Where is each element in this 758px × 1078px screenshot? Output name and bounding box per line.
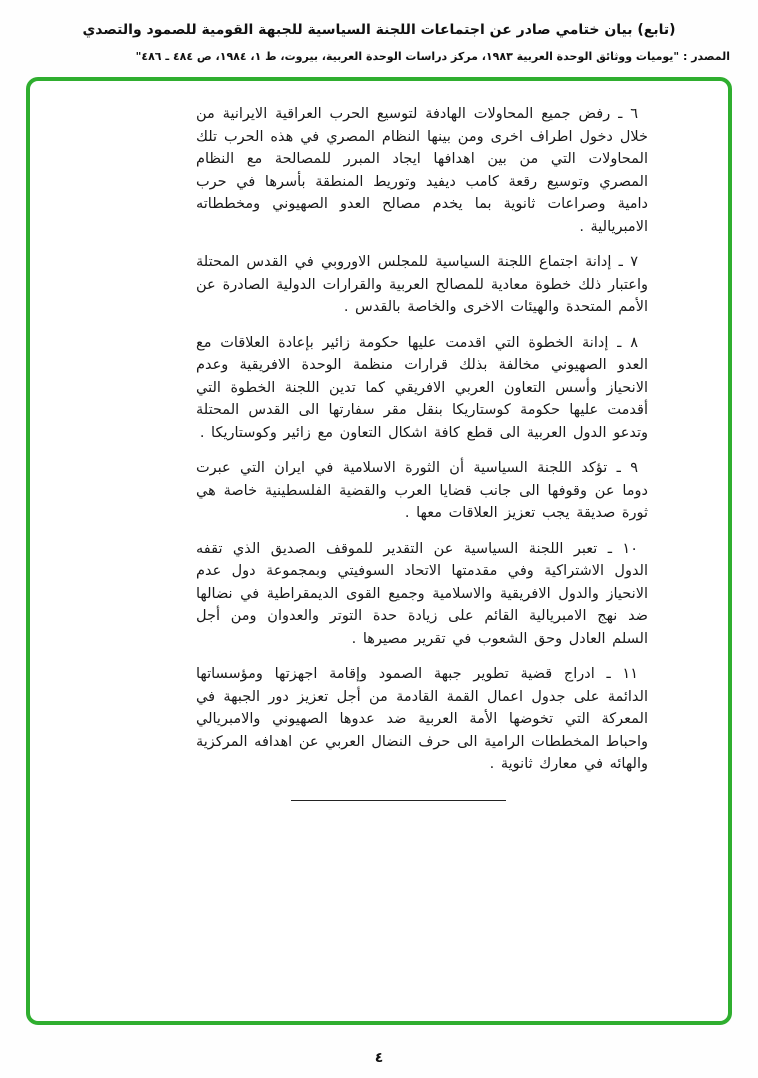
paragraph-item-11: ١١ ـ ادراج قضية تطوير جبهة الصمود وإقامة اجهزتها ومؤسساتها الدائمة على جدول اعمال القمة القادمة من أجل تعزيز دور الجبهة في المعركة التي تخوضها الأمة العربية ضد عدوها الصهيوني والامبريالي واحباط المخططات الرامية الى حرف النضال العربي عن اهدافه المركزية والهائه في معارك ثانوية . xyxy=(196,666,648,772)
body-text xyxy=(196,103,648,801)
footnote-divider xyxy=(291,800,506,801)
paragraph-item-7: ٧ ـ إدانة اجتماع اللجنة السياسية للمجلس الاوروبي في القدس المحتلة واعتبار ذلك خطوة معادية للمصالح العربية والقرارات الدولية الصادرة عن الأمم المتحدة والهيئات الاخرى والخاصة بالقدس . xyxy=(196,254,648,315)
content-frame xyxy=(26,77,732,1025)
page-number: ٤ xyxy=(374,1050,384,1066)
paragraph-item-8: ٨ ـ إدانة الخطوة التي اقدمت عليها حكومة زائير بإعادة العلاقات مع العدو الصهيوني مخالفة بذلك قرارات منظمة الوحدة الافريقية وعدم الانحياز وأسس التعاون العربي الافريقي كما تدين اللجنة الخطوة التي أقدمت عليها حكومة كوستاريكا بنقل مقر سفارتها الى القدس المحتلة وتدعو الدول العربية الى قطع كافة اشكال التعاون مع زائير وكوستاريكا . xyxy=(196,334,648,441)
document-title: (تابع) بيان ختامي صادر عن اجتماعات اللجنة السياسية للجبهة القومية للصمود والتصدي xyxy=(82,22,676,38)
paragraph-item-9: ٩ ـ تؤكد اللجنة السياسية أن الثورة الاسلامية في ايران التي عبرت دوما عن وقوفها الى جانب قضايا العرب والقضية الفلسطينية خاصة هي ثورة صديقة يجب تعزيز العلاقات معها . xyxy=(196,460,648,521)
document-header xyxy=(0,0,758,63)
paragraph-item-6: ٦ ـ رفض جميع المحاولات الهادفة لتوسيع الحرب العراقية الايرانية من خلال دخول اطراف اخرى ومن بينها النظام المصري في هذه الحرب تلك المحاولات التي من بين اهدافها ايجاد المبرر للمصالحة مع النظام المصري وتوسيع رقعة كامب ديفيد وتوريط المنطقة بأسرها في حرب دامية وصراعات ثانوية بما يخدم مصالح العدو الصهيوني ومخططاته الامبريالية . xyxy=(196,106,648,235)
paragraph-item-10: ١٠ ـ تعبر اللجنة السياسية عن التقدير للموقف الصديق الذي تقفه الدول الاشتراكية وفي مقدمتها الاتحاد السوفيتي وبمجموعة دول عدم الانحياز والدول الافريقية والاسلامية وجميع القوى الديمقراطية في نضالها ضد نهج الامبريالية القائم على زيادة حدة التوتر والعدوان ومن أجل السلم العادل وحق الشعوب في تقرير مصيرها . xyxy=(196,540,648,647)
source-line: المصدر : "يوميات ووثائق الوحدة العربية ١٩٨٣، مركز دراسات الوحدة العربية، بيروت، ط ١، ١٩٨٤، ص ٤٨٤ ـ ٤٨٦" xyxy=(135,50,730,63)
